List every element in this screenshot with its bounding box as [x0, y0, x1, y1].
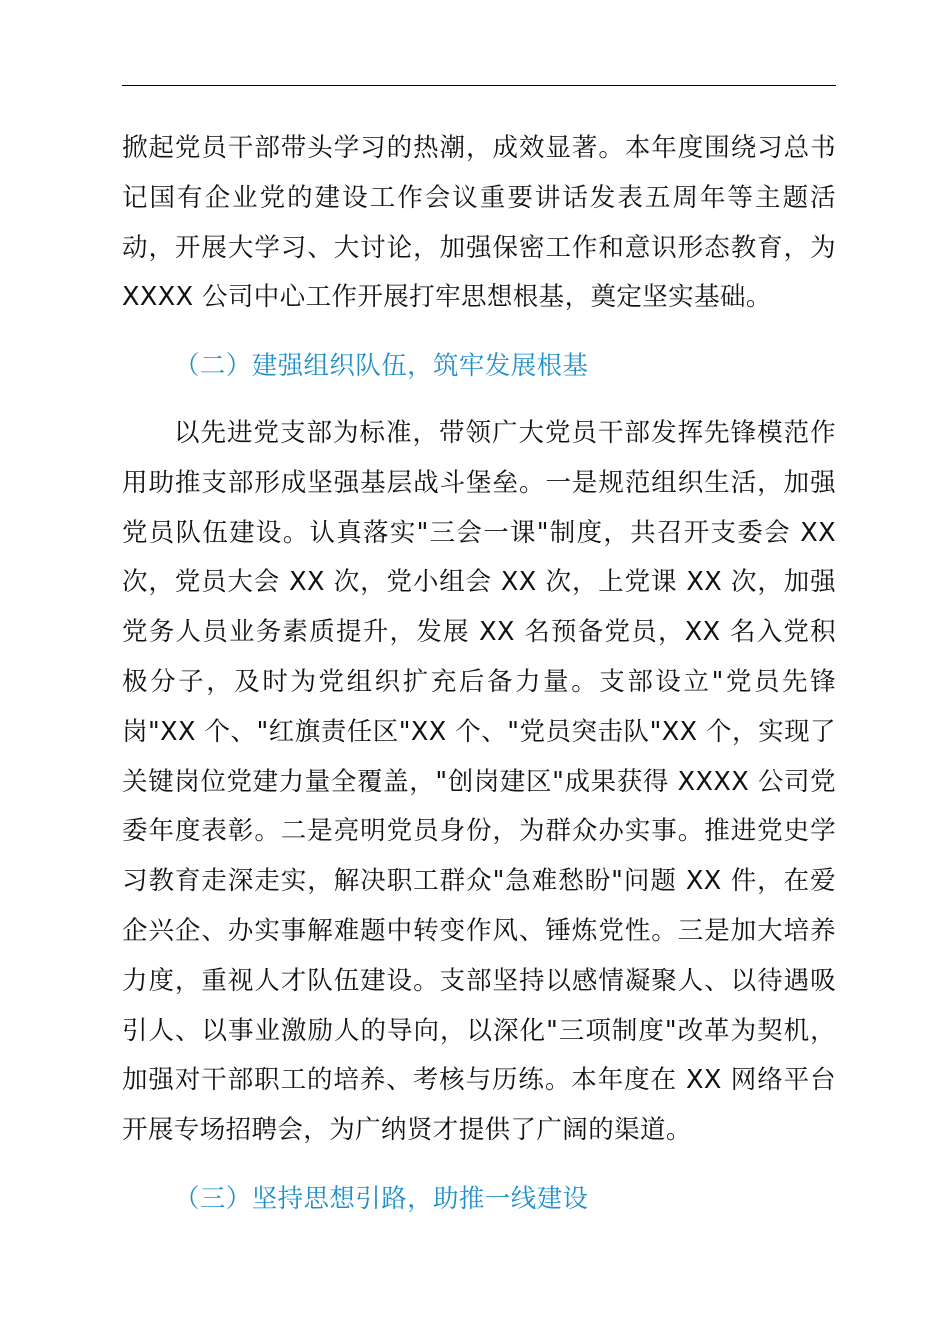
paragraph-spacer [122, 1156, 836, 1175]
body-paragraph: 以先进党支部为标准，带领广大党员干部发挥先锋模范作用助推支部形成坚强基层战斗堡垒。一是规范组织生活，加强党员队伍建设。认真落实"三会一课"制度，共召开支委会 XX 次，党员大会 XX 次，党小组会 XX 次，上党课 XX 次，加强党务人员业务素质提升，发展 XX 名预备党员，XX 名入党积极分子，及时为党组织扩充后备力量。支部设立"党员先锋岗"XX 个、"红旗责任区"XX 个、"党员突击队"XX 个，实现了关键岗位党建力量全覆盖，"创岗建区"成果获得 XXXX 公司党委年度表彰。二是亮明党员身份，为群众办实事。推进党史学习教育走深走实，解决职工群众"急难愁盼"问题 XX 件，在爱企兴企、办实事解难题中转变作风、锤炼党性。三是加大培养力度，重视人才队伍建设。支部坚持以感情凝聚人、以待遇吸引人、以事业激励人的导向，以深化"三项制度"改革为契机，加强对干部职工的培养、考核与历练。本年度在 XX 网络平台开展专场招聘会，为广纳贤才提供了广阔的渠道。 [122, 417, 836, 1146]
document-body [122, 124, 836, 1225]
heading-spacer [122, 392, 836, 409]
section-heading-2: （二）建强组织队伍，筑牢发展根基 [174, 351, 589, 382]
header-rule [122, 85, 836, 86]
section-heading-3: （三）坚持思想引路，助推一线建设 [174, 1183, 589, 1214]
body-paragraph: 掀起党员干部带头学习的热潮，成效显著。本年度围绕习总书记国有企业党的建设工作会议重要讲话发表五周年等主题活动，开展大学习、大讨论，加强保密工作和意识形态教育，为 XXXX 公司中心工作开展打牢思想根基，奠定坚实基础。 [122, 133, 836, 313]
paragraph-spacer [122, 323, 836, 342]
